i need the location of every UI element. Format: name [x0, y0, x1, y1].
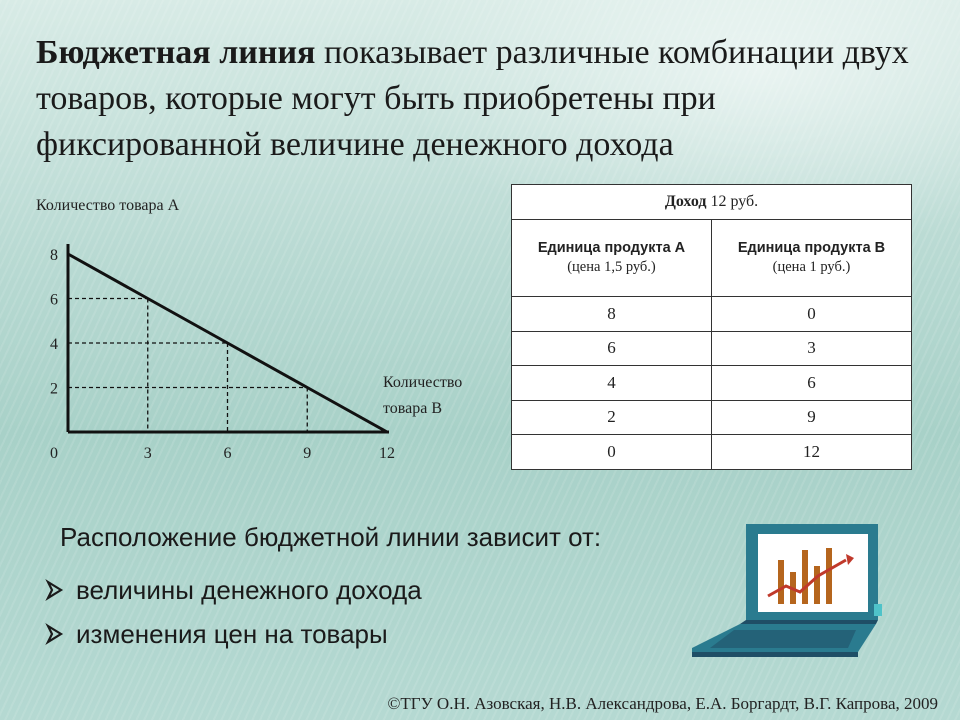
cell-a: 6: [512, 331, 712, 366]
bullet-text: величины денежного дохода: [76, 575, 422, 605]
cell-a: 2: [512, 400, 712, 435]
y-tick-label: 6: [50, 291, 58, 309]
x-tick-label: 3: [143, 445, 152, 462]
footer-credits: ©ТГУ О.Н. Азовская, Н.В. Александрова, Е.А. Боргардт, В.Г. Капрова, 2009: [387, 694, 938, 713]
cell-b: 3: [712, 331, 912, 366]
list-item: [44, 612, 422, 656]
y-tick-label: 4: [50, 336, 58, 353]
title-rest: показывает различные комбинации двух товаров, которые могут быть приобретены при фиксированной величине денежного дохода: [36, 34, 909, 163]
bullet-list: [44, 568, 422, 656]
y-axis-label: Количество товара А: [36, 197, 180, 214]
table-row: [512, 366, 912, 401]
header-product-a-name: Единица продукта А: [537, 239, 686, 256]
cell-b: 0: [712, 297, 912, 332]
table-row: [512, 400, 912, 435]
bullet-text: изменения цен на товары: [76, 619, 388, 649]
arrow-bullet-icon: [44, 623, 66, 645]
cell-b: 6: [712, 366, 912, 401]
table-row: [512, 297, 912, 332]
table-row: [512, 435, 912, 470]
cell-a: 8: [512, 297, 712, 332]
table-header-row: [512, 220, 912, 297]
arrow-bullet-icon: [44, 579, 66, 601]
laptop-chart-icon: [688, 520, 888, 665]
header-product-b: [712, 220, 912, 297]
origin-label: 0: [50, 445, 58, 462]
cell-b: 9: [712, 400, 912, 435]
x-tick-label: 6: [223, 445, 232, 462]
header-product-b-price: (цена 1 руб.): [772, 258, 851, 275]
y-tick-label: 8: [50, 247, 58, 264]
list-item: [44, 568, 422, 612]
depends-heading: Расположение бюджетной линии зависит от:: [60, 522, 602, 552]
header-product-a-price: (цена 1,5 руб.): [567, 258, 656, 275]
table-income-row: [512, 185, 912, 220]
cell-a: 4: [512, 366, 712, 401]
income-label: Доход: [664, 193, 707, 210]
x-tick-label: 9: [303, 445, 312, 462]
header-product-b-name: Единица продукта В: [737, 239, 886, 256]
x-tick-label: 12: [379, 445, 395, 462]
x-axis-label-line1: Количество: [383, 374, 463, 391]
income-value: 12 руб.: [706, 193, 759, 210]
cell-b: 12: [712, 435, 912, 470]
header-product-a: [512, 220, 712, 297]
income-cell: [512, 185, 912, 220]
table-row: [512, 331, 912, 366]
x-axis-label-line2: товара В: [383, 400, 442, 417]
budget-line: [68, 254, 387, 432]
cell-a: 0: [512, 435, 712, 470]
y-tick-label: 2: [50, 380, 58, 398]
title-bold-term: Бюджетная линия: [36, 34, 316, 71]
budget-table: [511, 184, 912, 470]
